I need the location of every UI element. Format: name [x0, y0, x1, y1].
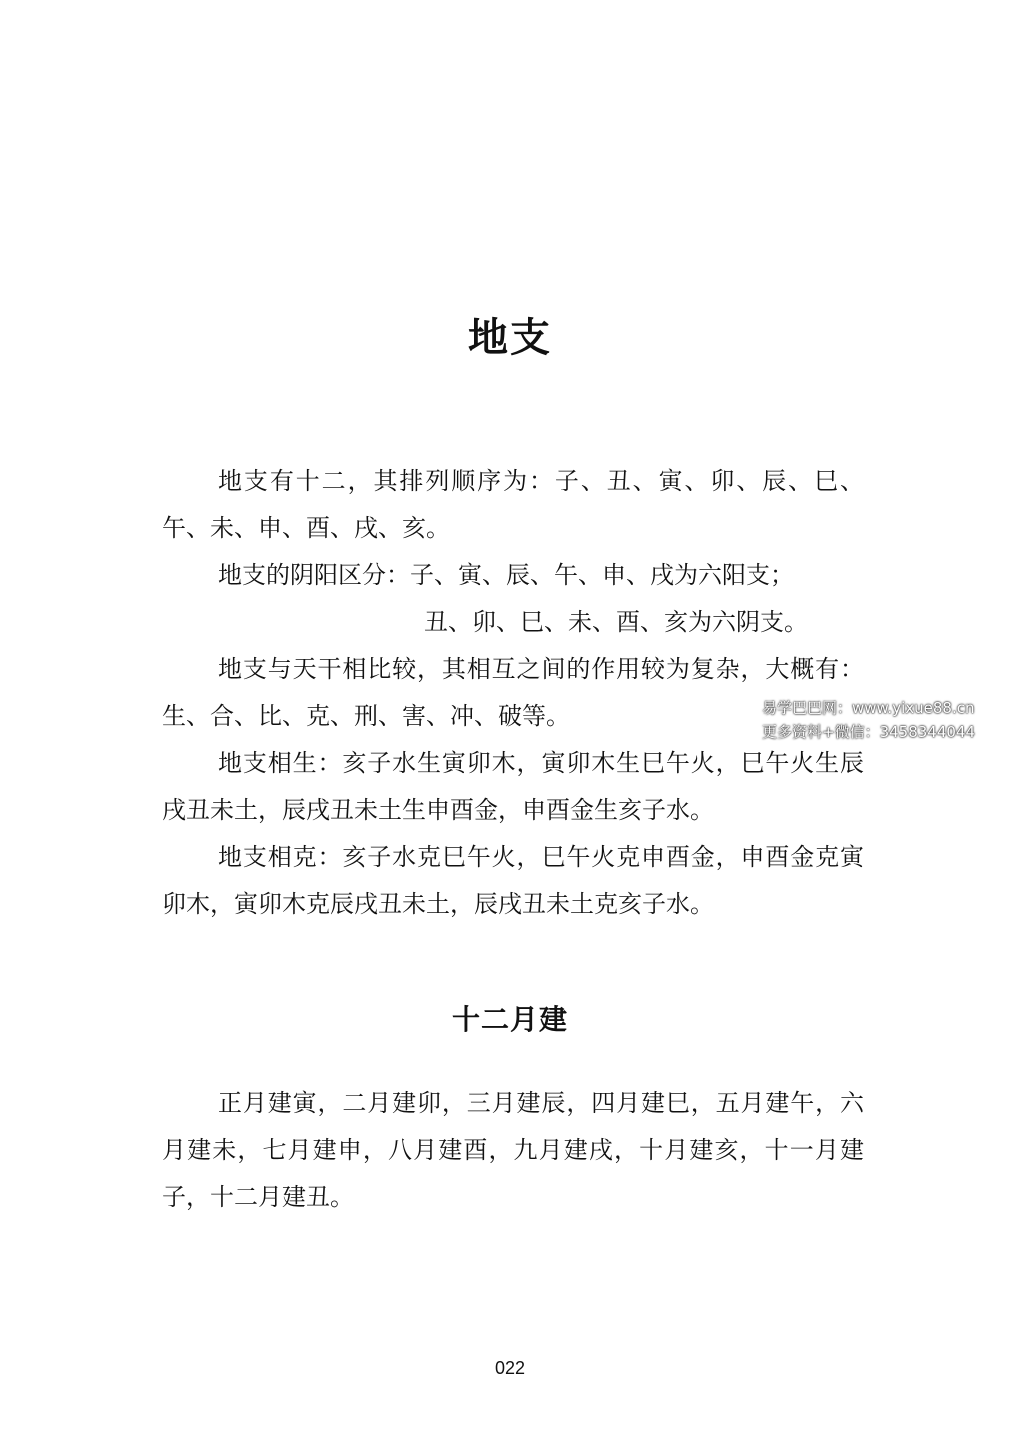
watermark-line-contact: 更多资料+微信：3458344044 [762, 723, 976, 741]
section-monthly-branches [162, 1080, 864, 1221]
paragraph-yang-branches: 地支的阴阳区分：子、寅、辰、午、申、戌为六阳支； [218, 561, 794, 589]
paragraph-branch-interactions: 地支与天干相比较，其相互之间的作用较为复杂，大概有：生、合、比、克、刑、害、冲、破等。 [162, 655, 864, 730]
paragraph-branch-generation: 地支相生：亥子水生寅卯木，寅卯木生巳午火，巳午火生辰戌丑未土，辰戌丑未土生申酉金，申酉金生亥子水。 [162, 749, 864, 824]
watermark [762, 696, 1008, 744]
paragraph-month-branches: 正月建寅，二月建卯，三月建辰，四月建巳，五月建午，六月建未，七月建申，八月建酉，九月建戌，十月建亥，十一月建子，十二月建丑。 [162, 1089, 864, 1211]
section-earthly-branches [162, 458, 864, 928]
page-number: 022 [494, 1358, 526, 1378]
paragraph-yin-branches: 丑、卯、巳、未、酉、亥为六阴支。 [424, 608, 808, 636]
watermark-line-site: 易学巴巴网：www.yixue88.cn [762, 699, 975, 717]
paragraph-branch-restraint: 地支相克：亥子水克巳午火，巳午火克申酉金，申酉金克寅卯木，寅卯木克辰戌丑未土，辰戌丑未土克亥子水。 [162, 843, 864, 918]
section-title-monthly-branches: 十二月建 [451, 1003, 568, 1036]
paragraph-branch-order: 地支有十二，其排列顺序为：子、丑、寅、卯、辰、巳、午、未、申、酉、戌、亥。 [162, 467, 864, 542]
page-title: 地支 [468, 315, 552, 361]
